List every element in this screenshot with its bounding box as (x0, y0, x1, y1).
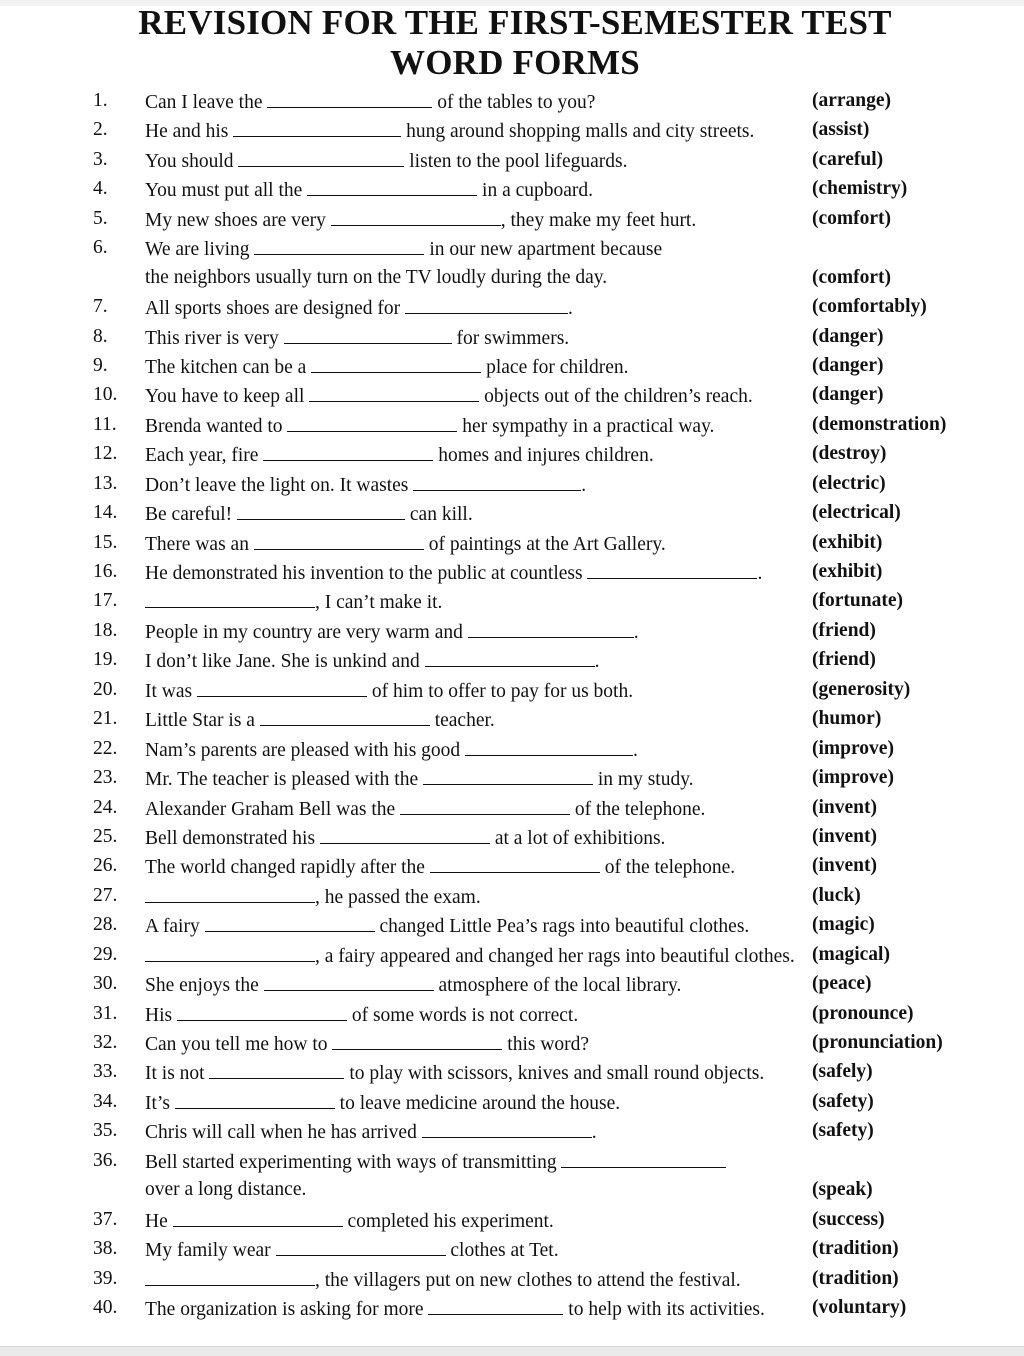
answer-blank[interactable] (320, 822, 490, 844)
answer-blank[interactable] (175, 1087, 335, 1109)
question-number: 38. (93, 1238, 118, 1260)
answer-blank[interactable] (209, 1057, 344, 1079)
answer-blank[interactable] (561, 1146, 726, 1168)
question-text (145, 1087, 620, 1118)
answer-blank[interactable] (145, 586, 315, 608)
answer-blank[interactable] (425, 645, 595, 667)
question-text-after: clothes at Tet. (450, 1240, 559, 1262)
word-hint: (friend) (812, 619, 876, 641)
question-text-before: He demonstrated his invention to the public at countless (145, 563, 583, 585)
question-number: 37. (93, 1208, 118, 1230)
question-text-continued: the neighbors usually turn on the TV loudly during the day. (145, 266, 608, 288)
question-item (0, 439, 1024, 468)
word-hint: (tradition) (812, 1238, 899, 1260)
question-item (0, 292, 1024, 321)
question-item (0, 704, 1024, 733)
question-number: 18. (93, 619, 118, 641)
question-text-after: teacher. (434, 710, 495, 732)
question-text-before: He and his (145, 121, 229, 143)
question-text-before: It was (145, 680, 193, 702)
question-text (145, 115, 754, 146)
word-hint: (exhibit) (812, 531, 883, 553)
question-item (0, 1116, 1024, 1145)
question-text-after: listen to the pool lifeguards. (409, 150, 628, 172)
answer-blank[interactable] (237, 498, 405, 520)
question-number: 14. (93, 502, 118, 524)
question-item (0, 322, 1024, 351)
answer-blank[interactable] (287, 410, 457, 432)
answer-blank[interactable] (233, 115, 401, 137)
question-text-after: . (594, 651, 600, 673)
question-number: 26. (93, 855, 118, 877)
question-number: 6. (93, 237, 108, 259)
question-text-before: Chris will call when he has arrived (145, 1122, 417, 1144)
answer-blank[interactable] (284, 322, 452, 344)
question-text-after: to play with scissors, knives and small round objects. (349, 1063, 765, 1085)
question-number: 33. (93, 1061, 118, 1083)
answer-blank[interactable] (205, 910, 375, 932)
word-hint: (pronounce) (812, 1002, 914, 1024)
question-number: 16. (93, 561, 118, 583)
question-text-before: The organization is asking for more (145, 1298, 424, 1320)
question-text (145, 528, 666, 559)
answer-blank[interactable] (145, 940, 315, 962)
answer-blank[interactable] (145, 881, 315, 903)
question-number: 3. (93, 148, 108, 170)
question-item (0, 1057, 1024, 1086)
question-text (145, 851, 735, 882)
question-number: 21. (93, 708, 118, 730)
answer-blank[interactable] (400, 793, 570, 815)
question-number: 32. (93, 1032, 118, 1054)
question-text (145, 1146, 726, 1177)
question-number: 19. (93, 649, 118, 671)
question-text-before: You should (145, 150, 234, 172)
word-hint: (arrange) (812, 90, 892, 111)
question-text-after: her sympathy in a practical way. (462, 415, 715, 437)
question-number: 40. (93, 1296, 118, 1318)
question-text (145, 1264, 741, 1295)
question-text-after: , a fairy appeared and changed her rags into beautiful clothes. (315, 945, 795, 967)
answer-blank[interactable] (422, 1116, 592, 1138)
question-text-before: He (145, 1210, 168, 1232)
question-text (145, 469, 586, 500)
question-text-before: A fairy (145, 916, 200, 938)
word-hint: (chemistry) (812, 178, 908, 200)
question-text-after: , he passed the exam. (315, 886, 481, 908)
question-number: 24. (93, 796, 118, 818)
question-text (145, 969, 681, 1000)
question-text-after: place for children. (486, 356, 629, 378)
question-text-before: Be careful! (145, 504, 233, 526)
word-hint: (tradition) (812, 1267, 899, 1289)
question-text (145, 145, 628, 176)
word-hint: (humor) (812, 708, 882, 730)
question-number: 34. (93, 1090, 118, 1112)
question-text-after: atmosphere of the local library. (438, 975, 682, 997)
question-text (145, 498, 473, 529)
answer-blank[interactable] (307, 174, 477, 196)
question-number: 22. (93, 737, 118, 759)
question-text-before: She enjoys the (145, 975, 259, 997)
word-hint: (invent) (812, 855, 877, 877)
question-text (145, 586, 442, 617)
question-text-before: This river is very (145, 327, 279, 349)
word-hint: (danger) (812, 354, 884, 376)
question-text (145, 380, 753, 411)
question-text-after: of the tables to you? (437, 92, 596, 113)
answer-blank[interactable] (311, 351, 481, 373)
word-hint: (speak) (812, 1179, 873, 1201)
question-number: 39. (93, 1267, 118, 1289)
question-item (0, 1205, 1024, 1234)
question-text-after: of him to offer to pay for us both. (371, 680, 634, 702)
question-text-after: can kill. (409, 504, 473, 526)
question-number: 28. (93, 914, 118, 936)
answer-blank[interactable] (430, 851, 600, 873)
question-text (145, 1116, 597, 1147)
question-text (145, 204, 696, 235)
question-text-after: . (567, 298, 573, 320)
question-item (0, 616, 1024, 645)
question-number: 20. (93, 678, 118, 700)
question-text-before: It is not (145, 1063, 205, 1085)
question-text (145, 1205, 554, 1236)
question-text-before: Bell started experimenting with ways of transmitting (145, 1151, 557, 1173)
word-hint: (electrical) (812, 502, 901, 524)
answer-blank[interactable] (260, 704, 430, 726)
word-hint: (pronunciation) (812, 1032, 943, 1054)
question-text (145, 1057, 764, 1088)
question-item (0, 1146, 1024, 1205)
question-text-after: , I can’t make it. (315, 592, 443, 614)
answer-blank[interactable] (587, 557, 757, 579)
question-text-after: , they make my feet hurt. (500, 209, 697, 231)
question-text-before: I don’t like Jane. She is unkind and (145, 651, 420, 673)
question-text-continued: over a long distance. (145, 1179, 307, 1201)
question-text-before: Nam’s parents are pleased with his good (145, 739, 461, 761)
word-hint: (safety) (812, 1120, 874, 1142)
answer-blank[interactable] (173, 1205, 343, 1227)
question-text-after: hung around shopping malls and city streets. (406, 121, 755, 143)
question-text (145, 675, 633, 706)
answer-blank[interactable] (264, 969, 434, 991)
answer-blank[interactable] (254, 528, 424, 550)
question-item (0, 910, 1024, 939)
question-text (145, 351, 628, 382)
question-item (0, 675, 1024, 704)
question-text (145, 233, 662, 264)
question-item (0, 115, 1024, 144)
question-text-before: Can you tell me how to (145, 1034, 328, 1056)
question-text (145, 86, 595, 117)
question-text (145, 292, 573, 323)
question-item (0, 1087, 1024, 1116)
question-text (145, 1028, 589, 1059)
answer-blank[interactable] (267, 86, 432, 108)
question-text-before: His (145, 1004, 173, 1026)
word-hint: (generosity) (812, 678, 911, 700)
question-number: 15. (93, 531, 118, 553)
question-item (0, 586, 1024, 615)
question-item (0, 380, 1024, 409)
question-text-before: My family wear (145, 1240, 271, 1262)
word-hint: (luck) (812, 884, 861, 906)
question-text-before: Brenda wanted to (145, 415, 283, 437)
word-hint: (success) (812, 1208, 885, 1230)
question-item (0, 204, 1024, 233)
word-hint: (fortunate) (812, 590, 903, 612)
question-text-before: Bell demonstrated his (145, 827, 316, 849)
question-text-after: of the telephone. (604, 857, 736, 879)
word-hint: (assist) (812, 119, 870, 141)
question-item (0, 145, 1024, 174)
question-number: 35. (93, 1120, 118, 1142)
word-hint: (invent) (812, 825, 877, 847)
question-text-after: for swimmers. (456, 327, 570, 349)
question-text-before: Mr. The teacher is pleased with the (145, 769, 419, 791)
question-text (145, 734, 638, 765)
question-text-before: My new shoes are very (145, 209, 326, 231)
word-hint: (careful) (812, 148, 884, 170)
question-text-before: Alexander Graham Bell was the (145, 798, 396, 820)
word-hint: (comfort) (812, 207, 892, 229)
answer-blank[interactable] (423, 763, 593, 785)
question-text-before: Each year, fire (145, 445, 259, 467)
question-number: 25. (93, 825, 118, 847)
question-list (0, 86, 1024, 1322)
question-text-before: There was an (145, 533, 249, 555)
question-number: 30. (93, 973, 118, 995)
question-number: 13. (93, 472, 118, 494)
question-text (145, 439, 654, 470)
question-item (0, 1293, 1024, 1322)
question-text-after: . (633, 739, 638, 761)
question-item (0, 498, 1024, 527)
page-title: REVISION FOR THE FIRST-SEMESTER TEST (138, 3, 892, 42)
question-text (145, 174, 593, 205)
question-text-before: People in my country are very warm and (145, 621, 463, 643)
answer-blank[interactable] (309, 380, 479, 402)
answer-blank[interactable] (145, 1264, 315, 1286)
question-number: 9. (93, 354, 108, 376)
question-number: 29. (93, 943, 118, 965)
question-number: 4. (93, 178, 108, 200)
question-item (0, 969, 1024, 998)
question-text-after: in our new apartment because (429, 239, 663, 261)
word-hint: (safely) (812, 1061, 873, 1083)
answer-blank[interactable] (465, 734, 633, 756)
question-text-after: changed Little Pea’s rags into beautiful clothes. (379, 916, 750, 938)
question-item (0, 410, 1024, 439)
question-text (145, 410, 714, 441)
word-hint: (peace) (812, 973, 872, 995)
word-hint: (destroy) (812, 443, 887, 465)
question-text-before: Little Star is a (145, 710, 255, 732)
question-number: 31. (93, 1002, 118, 1024)
question-text-after: in a cupboard. (482, 180, 594, 202)
question-text-after: homes and injures children. (438, 445, 654, 467)
question-text-after: this word? (507, 1034, 590, 1056)
question-number: 2. (93, 119, 108, 141)
question-text-after: . (581, 474, 587, 496)
question-item (0, 351, 1024, 380)
question-text-before: The world changed rapidly after the (145, 857, 425, 879)
question-text-after: , the villagers put on new clothes to attend the festival. (315, 1269, 741, 1291)
question-text-after: in my study. (597, 769, 694, 791)
word-hint: (safety) (812, 1090, 874, 1112)
word-hint: (exhibit) (812, 561, 883, 583)
question-item (0, 557, 1024, 586)
question-number: 27. (93, 884, 118, 906)
question-item (0, 86, 1024, 115)
word-hint: (comfortably) (812, 296, 927, 318)
question-item (0, 1028, 1024, 1057)
answer-blank[interactable] (413, 469, 581, 491)
question-number: 1. (93, 90, 108, 111)
word-hint: (voluntary) (812, 1296, 907, 1318)
answer-blank[interactable] (197, 675, 367, 697)
word-hint: (friend) (812, 649, 876, 671)
question-text-after: . (633, 621, 639, 643)
question-text-before: You must put all the (145, 180, 303, 202)
question-number: 23. (93, 767, 118, 789)
question-text-before: We are living (145, 239, 250, 261)
word-hint: (electric) (812, 472, 886, 494)
question-text-before: Don’t leave the light on. It wastes (145, 474, 409, 496)
word-hint: (demonstration) (812, 413, 947, 435)
answer-blank[interactable] (331, 204, 501, 226)
answer-blank[interactable] (263, 439, 433, 461)
question-text (145, 616, 639, 647)
question-item (0, 851, 1024, 880)
question-item (0, 645, 1024, 674)
word-hint: (improve) (812, 767, 894, 789)
question-text-after: . (591, 1122, 597, 1144)
word-hint: (magic) (812, 914, 875, 936)
question-text (145, 763, 694, 794)
question-item (0, 233, 1024, 292)
question-item (0, 822, 1024, 851)
question-text-after: of paintings at the Art Gallery. (428, 533, 666, 555)
question-number: 36. (93, 1149, 118, 1171)
question-number: 7. (93, 296, 108, 318)
question-item (0, 793, 1024, 822)
question-text-after: at a lot of exhibitions. (494, 827, 666, 849)
question-text-after: objects out of the children’s reach. (484, 386, 753, 408)
page-subtitle: WORD FORMS (390, 43, 640, 82)
question-item (0, 1264, 1024, 1293)
word-hint: (danger) (812, 325, 884, 347)
word-hint: (magical) (812, 943, 890, 965)
word-hint: (comfort) (812, 266, 892, 288)
answer-blank[interactable] (405, 292, 568, 314)
question-item (0, 881, 1024, 910)
question-text-before: It’s (145, 1092, 170, 1114)
question-number: 17. (93, 590, 118, 612)
question-number: 12. (93, 443, 118, 465)
question-number: 8. (93, 325, 108, 347)
question-text-after: . (757, 563, 763, 585)
question-text-after: to help with its activities. (568, 1298, 765, 1320)
question-text (145, 822, 665, 853)
question-item (0, 174, 1024, 203)
question-text-after: of the telephone. (574, 798, 706, 820)
question-text-before: The kitchen can be a (145, 356, 307, 378)
question-number: 10. (93, 384, 118, 406)
answer-blank[interactable] (177, 999, 347, 1021)
question-item (0, 1234, 1024, 1263)
question-item (0, 763, 1024, 792)
answer-blank[interactable] (254, 233, 424, 255)
question-text-after: completed his experiment. (347, 1210, 554, 1232)
answer-blank[interactable] (276, 1234, 446, 1256)
question-text (145, 557, 762, 588)
answer-blank[interactable] (332, 1028, 502, 1050)
question-text-before: Can I leave the (145, 92, 263, 113)
word-hint: (improve) (812, 737, 894, 759)
question-text (145, 645, 600, 676)
question-text-after: to leave medicine around the house. (339, 1092, 621, 1114)
question-item (0, 940, 1024, 969)
word-hint: (invent) (812, 796, 877, 818)
question-text-after: of some words is not correct. (351, 1004, 579, 1026)
question-item (0, 469, 1024, 498)
word-hint: (danger) (812, 384, 884, 406)
question-item (0, 734, 1024, 763)
question-item (0, 528, 1024, 557)
question-number: 11. (93, 413, 117, 435)
answer-blank[interactable] (468, 616, 634, 638)
question-text (145, 704, 495, 735)
question-text-before: You have to keep all (145, 386, 305, 408)
question-text (145, 999, 578, 1030)
question-text (145, 910, 749, 941)
question-text-before: All sports shoes are designed for (145, 298, 401, 320)
answer-blank[interactable] (238, 145, 404, 167)
question-text (145, 322, 569, 353)
question-item (0, 999, 1024, 1028)
question-text (145, 1293, 765, 1324)
question-text (145, 1234, 559, 1265)
question-text (145, 940, 795, 971)
question-text (145, 881, 481, 912)
answer-blank[interactable] (428, 1293, 563, 1315)
question-text (145, 793, 705, 824)
question-number: 5. (93, 207, 108, 229)
